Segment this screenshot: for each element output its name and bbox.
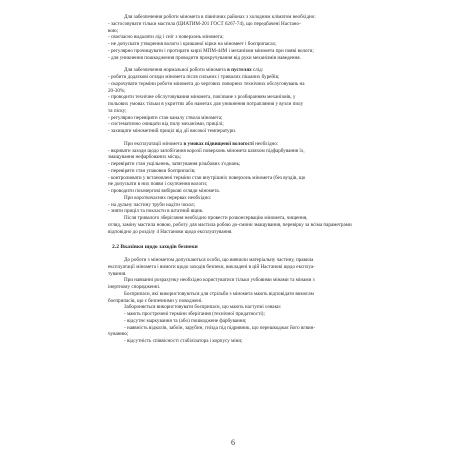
spacer <box>108 235 378 244</box>
paragraph-line: польових умовах тільки в укриттях або наметах для уникнення потрапляння у вузли пилу <box>108 101 304 107</box>
paragraph-line: - застосовувати тільки мастила (ЦИАТИМ-201 ГОСТ 6267-74), що передбачені Настано- <box>108 20 301 27</box>
paragraph-line: - своєчасно видаляти лід і сніг з поверхонь міномета; <box>108 34 224 41</box>
paragraph-line: При навчанні розрахунку необхідно користуватися тільки учбовими мінами та мінами з <box>124 277 315 284</box>
paragraph-line: не допускати в них появи і скупчення вологи; <box>108 181 208 188</box>
section-deserts <box>108 67 378 135</box>
paragraph-line: Боєприпаси, які використовуються для стрільби з міномета мають відповідати вимогам <box>124 290 314 297</box>
intro-bold: в пустелях <box>227 67 252 74</box>
paragraph-line: огляд, заміну мастила новою, роботу для мастила робою до-смини змащування, перевірку за всіма параметрами <box>108 221 352 228</box>
paragraph-line: - регулярно перевіряти стан каналу ствола міномета; <box>108 114 223 121</box>
paragraph-line: - проводити позачергові вибіркові огляди міномета. <box>108 188 220 194</box>
intro-text: необхідно: <box>253 140 279 147</box>
paragraph-line: Після тривалого зберігання необхідно провести розконсервацію міномета, чищення, <box>124 215 308 221</box>
section-humidity <box>108 141 378 236</box>
intro-text: При експлуатації міномета <box>124 140 184 147</box>
paragraph-intro <box>108 67 378 74</box>
paragraph-line: - робити додаткові огляди міномета після сильних і тривалих пішаних бурейів; <box>108 74 280 80</box>
paragraph-line: - наявність відколів, забоїн, зарубин, гнізда під підривник, що перешкоджає його вгвин- <box>124 324 316 331</box>
paragraph-line: експлуатації міномета і вимоги щодо заходів безпеки, викладені в цій Настанові щодо експлуа- <box>108 263 315 270</box>
paragraph-line: чуванню; <box>108 331 129 338</box>
page-number: 6 <box>231 438 235 447</box>
intro-text: Для забезпечення нормальної роботи міномета <box>124 67 228 74</box>
paragraph-intro: При короткочасних перервах необхідно: <box>124 194 212 201</box>
paragraph-line: вою; <box>108 27 119 34</box>
intro-text: слід: <box>251 67 264 74</box>
paragraph-line: 20-30%; <box>108 87 126 94</box>
paragraph-line: - систематично очищати від пилу механізми, прицілі; <box>108 121 224 128</box>
paragraph-line: - не допускати утворення вологи і кришаної кірки на міномеет і боєприпасах; <box>108 41 277 47</box>
section-heading: 2.2 Вказівки щодо заходів безпеки <box>112 244 198 251</box>
paragraph-line: - на дульну частину труби надіти чохол; <box>108 201 195 208</box>
section-cold-climate <box>108 14 378 61</box>
page-content <box>108 14 378 345</box>
paragraph-line: тування. <box>108 270 127 277</box>
paragraph-line: - регулярно прочищувати і протирати кирзі МПМ-44М і механізми міномета при появі вологи; <box>108 47 314 54</box>
paragraph-line: відповідно до розділу 4 Настанови щодо експлуатування. <box>108 228 233 235</box>
paragraph-line: - відсутність співвісності стабілізатора і корпусу міни; <box>124 338 243 344</box>
paragraph-line: - захищати мінометний приціл від дії високої температури. <box>108 128 237 134</box>
paragraph-line: - для уникнення пошкодження проводити прокручування від руки механізмів наведення. <box>108 54 301 61</box>
intro-bold: в умовах підвищеної вологості <box>183 140 254 147</box>
paragraph-line: боєприпасів, що є безпечними у поводжені. <box>108 297 203 304</box>
paragraph-line: - зняти приціл та покласти в штатний ящик. <box>108 208 204 215</box>
paragraph-line: - проводити технічне обслуговування міномета, пов'язане з розбиранням механізмів, у <box>108 94 296 101</box>
paragraph-line: змащування нефарбованих місць; <box>108 154 182 161</box>
paragraph-line: та піску; <box>108 107 127 114</box>
paragraph-line: - перевіряти стан ущільнень, затягування різьбових з'єднань; <box>108 161 241 167</box>
paragraph-line: До роботи з мінометом допускаються особи, що вивчили матеріальну частину, правила <box>124 257 314 263</box>
paragraph-line: - контролювати у встановлені терміни стан внутрішніх поверхонь міномета (без вуздів, що <box>108 174 306 181</box>
paragraph-line: інертному спорядженні. <box>108 284 161 290</box>
paragraph-line: Для забезпечення роботи міномета в північних районах з холодним кліматом необхідно: <box>124 14 316 20</box>
paragraph-line: - відсутнє маркування та (або) пошкоджене фарбування; <box>124 317 247 324</box>
paragraph-line: - перевіряти стан упаковки боєприпасів; <box>108 167 196 174</box>
section-safety <box>108 244 378 345</box>
paragraph-intro <box>108 141 378 148</box>
paragraph-line: - вкривати заходи щодо запобігання корозії поверхонь міномета шляхом підфарбування їх, <box>108 147 305 154</box>
paragraph-intro: Забороняється використовувати боєприпаси, що мають наступні ознаки: <box>124 304 282 311</box>
paragraph-line: - скорочувати терміни роботи міномета до чергових поворних технічних обслуговувань на <box>108 80 305 87</box>
paragraph-line: - мають прострочені терміни зберігання (технічної придатності); <box>124 311 265 317</box>
